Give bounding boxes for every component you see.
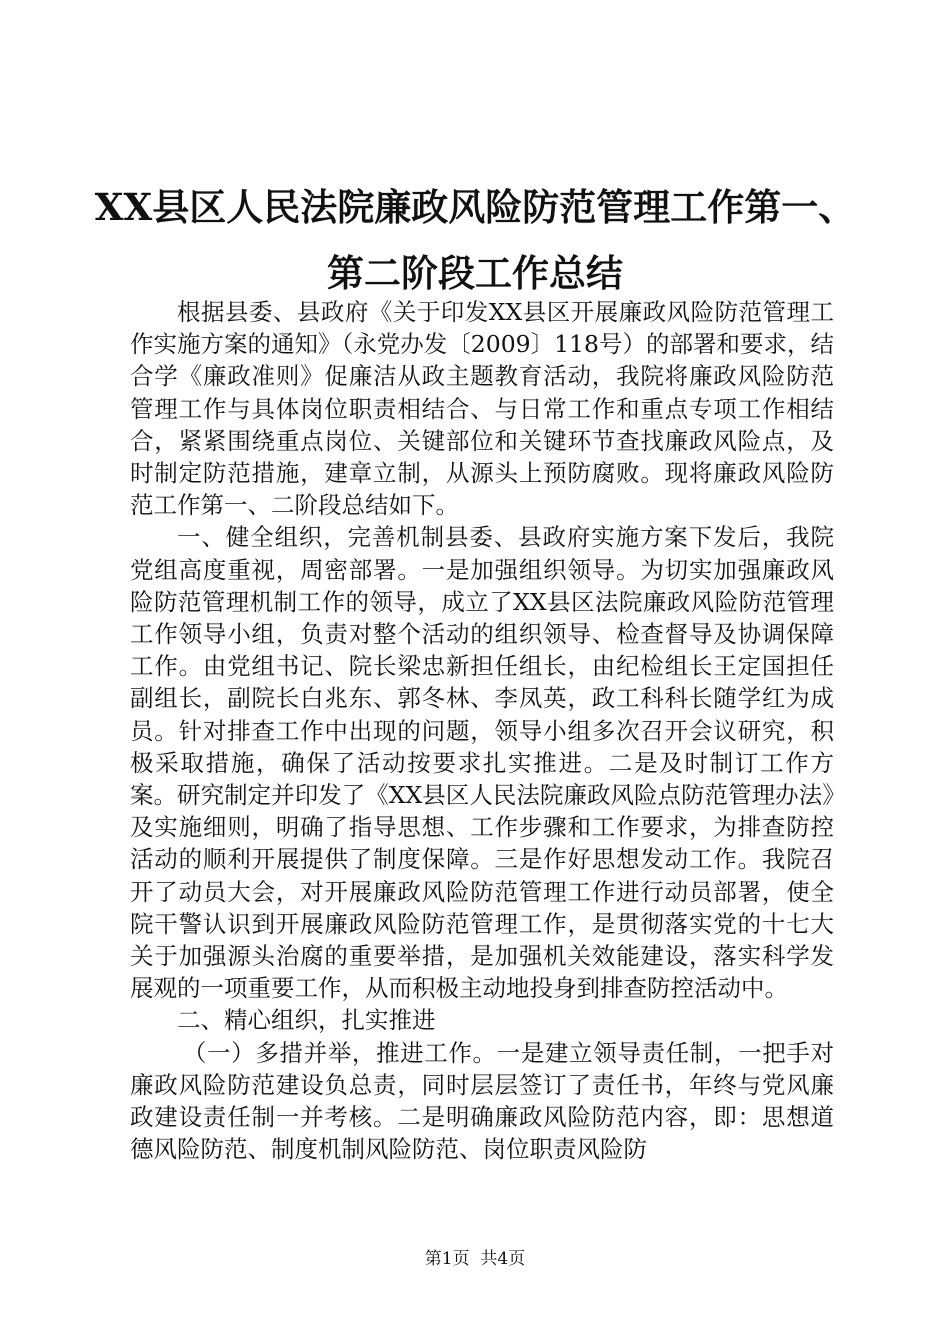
paragraph-section-1: 一、健全组织，完善机制县委、县政府实施方案下发后，我院党组高度重视，周密部署。一是加强组织领导。为切实加强廉政风险防范管理机制工作的领导，成立了XX县区法院廉政风险防范管理工作领导小组，负责对整个活动的组织领导、检查督导及协调保障工作。由党组书记、院长梁忠新担任组长，由纪检组长王定国担任副组长，副院长白兆东、郭冬林、李凤英，政工科科长随学红为成员。针对排查工作中出现的问题，领导小组多次召开会议研究，积极采取措施，确保了活动按要求扎实推进。二是及时制订工作方案。研究制定并印发了《XX县区人民法院廉政风险点防范管理办法》及实施细则，明确了指导思想、工作步骤和工作要求，为排查防控活动的顺利开展提供了制度保障。三是作好思想发动工作。我院召开了动员大会，对开展廉政风险防范管理工作进行动员部署，使全院干警认识到开展廉政风险防范管理工作，是贯彻落实党的十七大关于加强源头治腐的重要举措，是加强机关效能建设，落实科学发展观的一项重要工作，从而积极主动地投身到排查防控活动中。 xyxy=(130,523,834,1003)
paragraph-section-2-1: （一）多措并举，推进工作。一是建立领导责任制，一把手对廉政风险防范建设负总责，同时层层签订了责任书，年终与党风廉政建设责任制一并考核。二是明确廉政风险防范内容，即：思想道德风险防范、制度机制风险防范、岗位职责风险防 xyxy=(130,1038,834,1164)
page-number: 第1页 共4页 xyxy=(424,1249,526,1269)
paragraph-section-2-heading: 二、精心组织，扎实推进 xyxy=(177,1006,436,1035)
title-line-2: 第二阶段工作总结 xyxy=(327,251,623,295)
paragraph-intro: 根据县委、县政府《关于印发XX县区开展廉政风险防范管理工作实施方案的通知》（永党办发〔2009〕118号）的部署和要求，结合学《廉政准则》促廉洁从政主题教育活动，我院将廉政风险防范管理工作与具体岗位职责相结合、与日常工作和重点专项工作相结合，紧紧围绕重点岗位、关键部位和关键环节查找廉政风险点，及时制定防范措施，建章立制，从源头上预防腐败。现将廉政风险防范工作第一、二阶段总结如下。 xyxy=(130,298,834,520)
page-footer xyxy=(0,1248,950,1270)
document-body xyxy=(130,296,834,1165)
document-title xyxy=(60,174,890,306)
title-line-1: XX县区人民法院廉政风险防范管理工作第一、 xyxy=(94,185,856,229)
